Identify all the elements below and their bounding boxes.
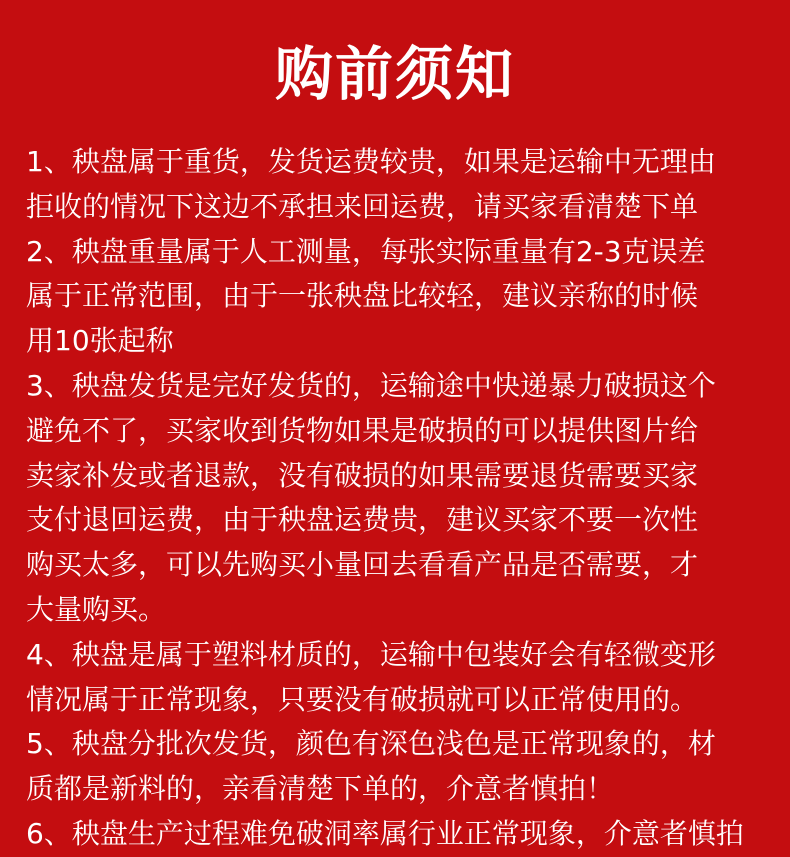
notice-line: 1、秧盘属于重货，发货运费较贵，如果是运输中无理由 bbox=[26, 145, 716, 178]
notice-line: 情况属于正常现象，只要没有破损就可以正常使用的。 bbox=[26, 682, 699, 716]
notice-line: 质都是新料的，亲看清楚下单的，介意者慎拍！ bbox=[26, 772, 615, 806]
notice-line: 2、秧盘重量属于人工测量，每张实际重量有2-3克误差 bbox=[26, 234, 706, 268]
notice-line: 3、秧盘发货是完好发货的，运输途中快递暴力破损这个 bbox=[26, 368, 716, 402]
notice-line: 避免不了，买家收到货物如果是破损的可以提供图片给 bbox=[26, 413, 699, 447]
notice-line: 4、秧盘是属于塑料材质的，运输中包装好会有轻微变形 bbox=[26, 637, 716, 671]
notice-line: 拒收的情况下这边不承担来回运费，请买家看清楚下单 bbox=[26, 189, 699, 223]
notice-line: 卖家补发或者退款，没有破损的如果需要退货需要买家 bbox=[26, 458, 699, 492]
notice-line: 用10张起称 bbox=[26, 324, 174, 358]
notice-line: 属于正常范围，由于一张秧盘比较轻，建议亲称的时候 bbox=[26, 279, 699, 313]
notice-text-block bbox=[26, 140, 776, 857]
notice-line: 6、秧盘生产过程难免破洞率属行业正常现象，介意者慎拍 bbox=[26, 816, 744, 850]
notice-line: 支付退回运费，由于秧盘运费贵，建议买家不要一次性 bbox=[26, 503, 699, 537]
notice-line: 5、秧盘分批次发货，颜色有深色浅色是正常现象的，材 bbox=[26, 727, 716, 761]
notice-line: 购买太多，可以先购买小量回去看看产品是否需要，才 bbox=[26, 548, 699, 582]
page-title: 购前须知 bbox=[274, 40, 515, 108]
notice-line: 大量购买。 bbox=[26, 592, 167, 626]
